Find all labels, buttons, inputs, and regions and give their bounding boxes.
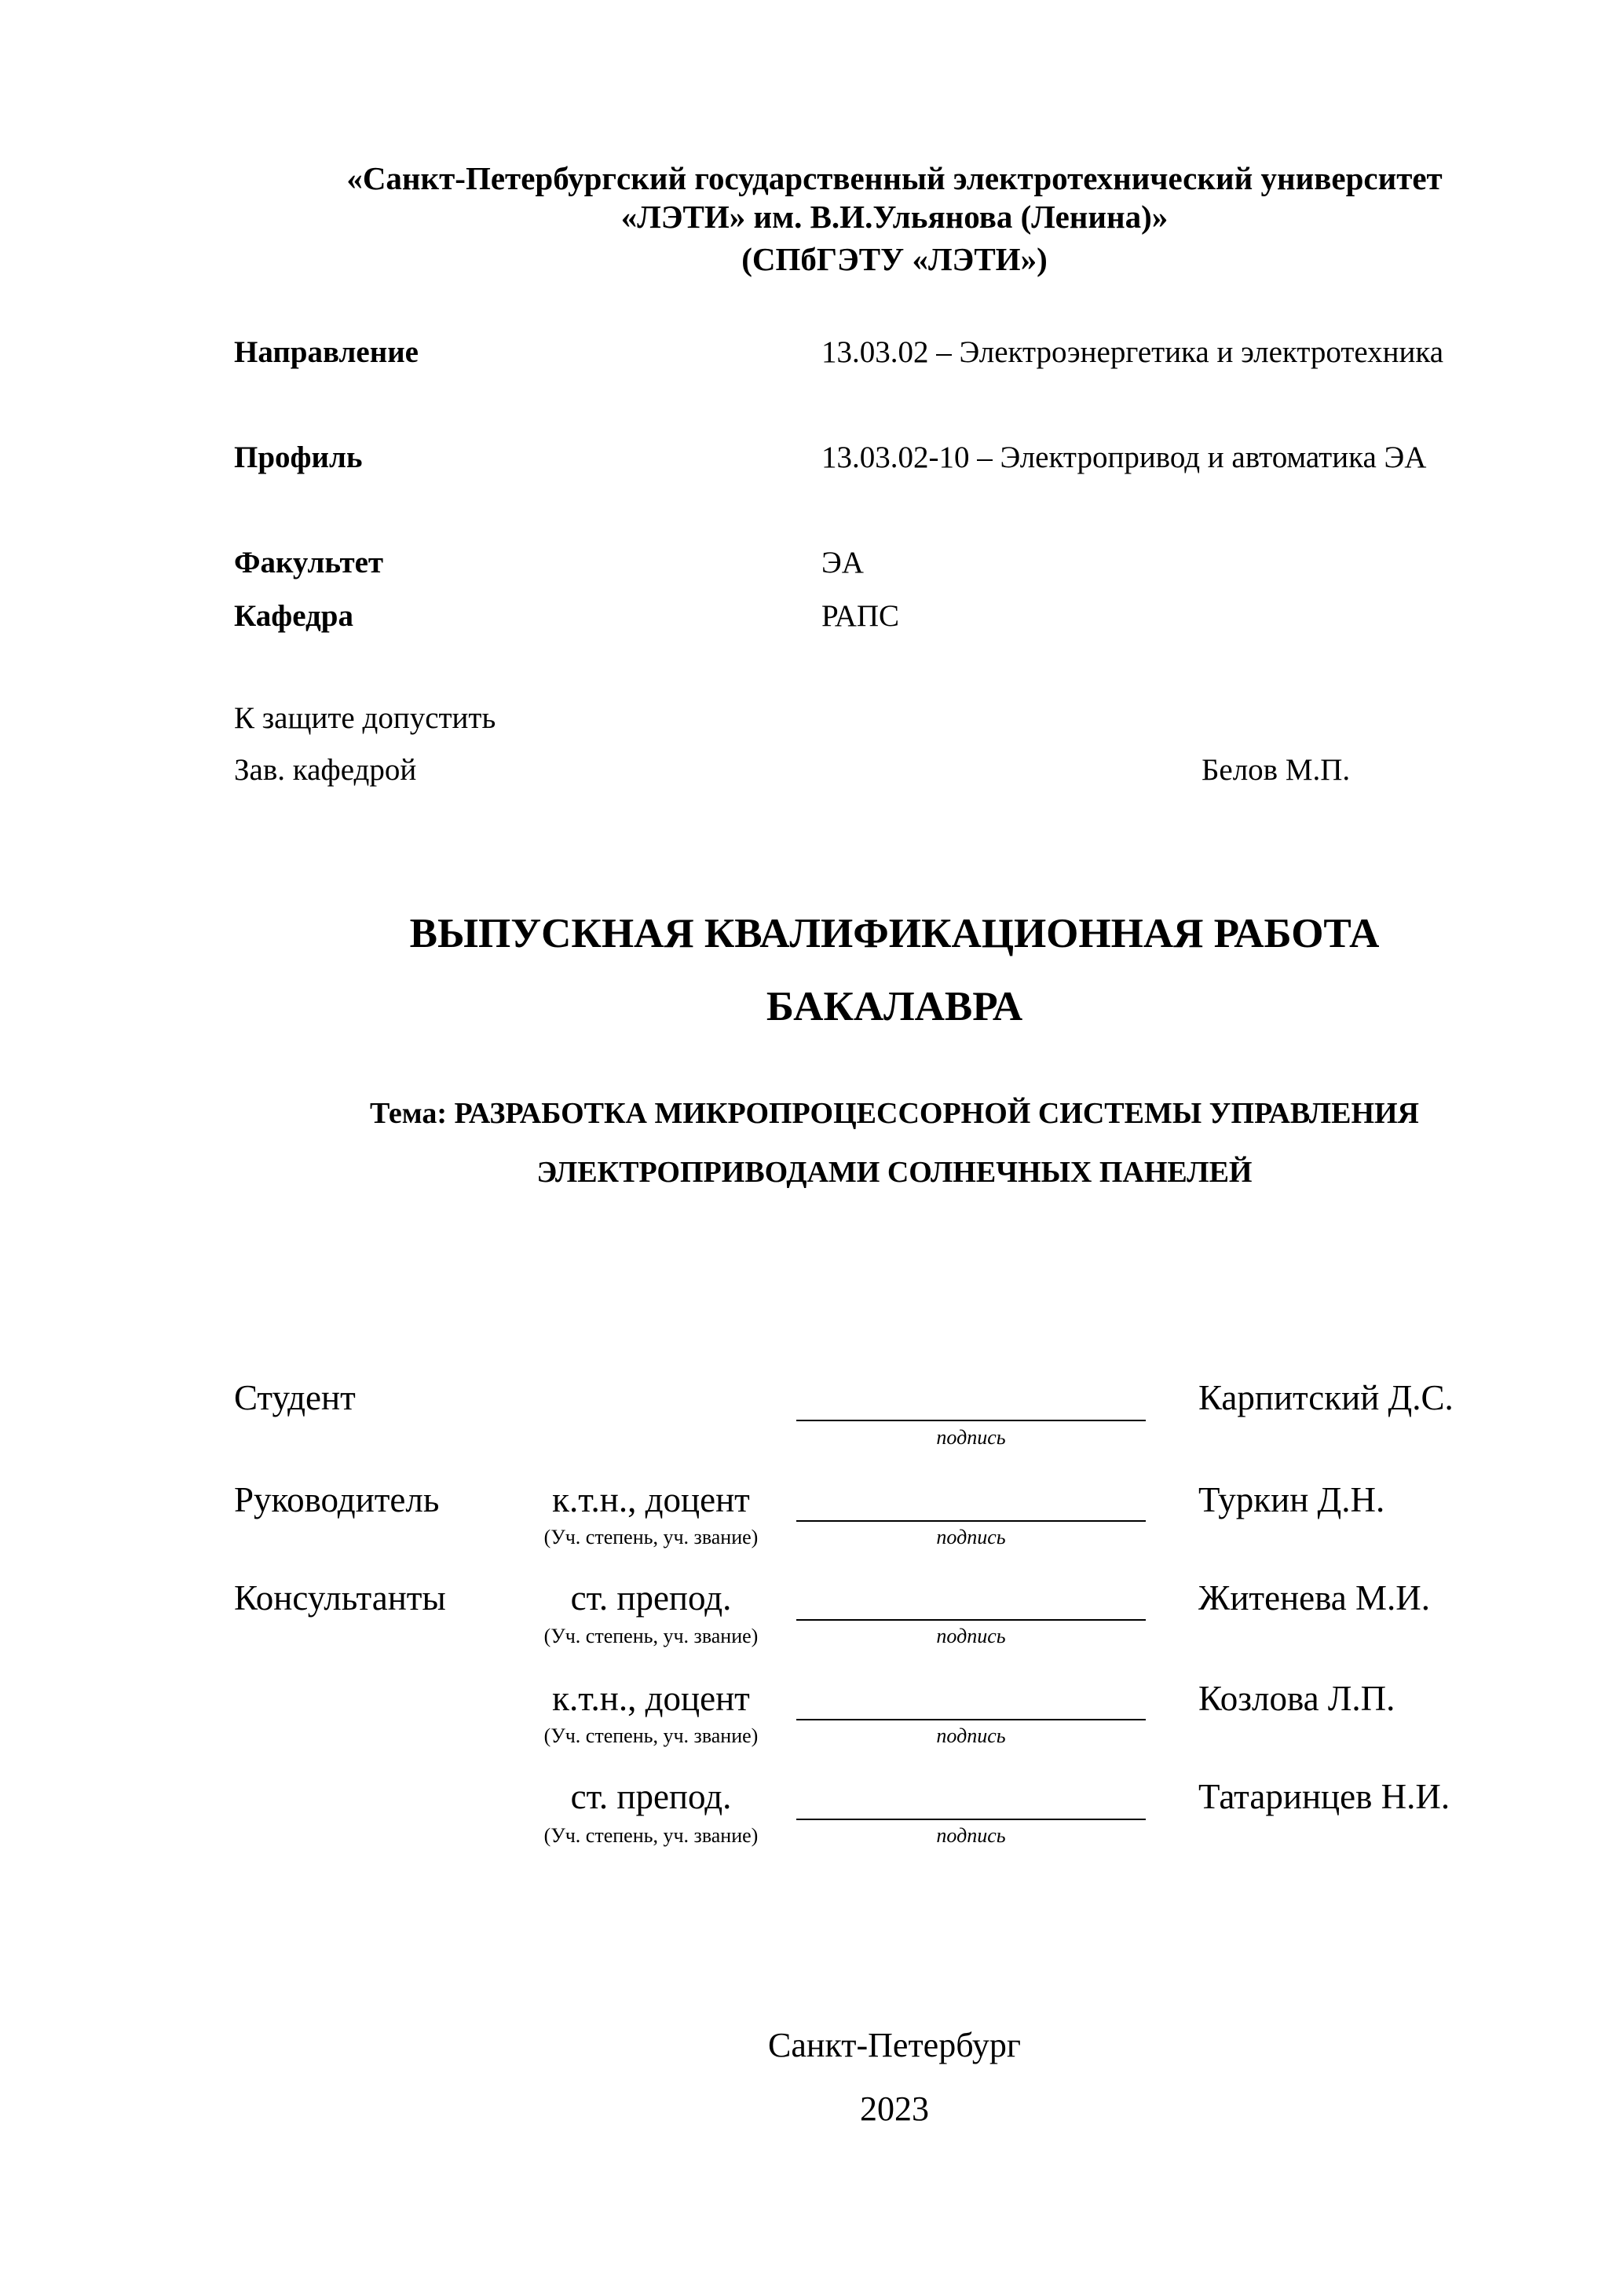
topic-text-1: РАЗРАБОТКА МИКРОПРОЦЕССОРНОЙ СИСТЕМЫ УПРАВЛЕНИЯ bbox=[454, 1097, 1420, 1130]
signature-line[interactable] bbox=[796, 1719, 1146, 1720]
signatory-name: Татаринцев Н.И. bbox=[1198, 1777, 1450, 1816]
header-line-1: «Санкт-Петербургский государственный электротехнический университет bbox=[346, 160, 1443, 196]
title-line-1: ВЫПУСКНАЯ КВАЛИФИКАЦИОННАЯ РАБОТА bbox=[409, 911, 1380, 956]
footer-city: Санкт-Петербург bbox=[768, 2026, 1021, 2064]
degree-caption: (Уч. степень, уч. звание) bbox=[543, 1724, 759, 1747]
signature-caption: подпись bbox=[936, 1426, 1006, 1449]
signature-line[interactable] bbox=[796, 1420, 1146, 1421]
signatory-degree: к.т.н., доцент bbox=[552, 1480, 750, 1519]
signatory-degree: ст. препод. bbox=[570, 1578, 732, 1618]
header-line-2: «ЛЭТИ» им. В.И.Ульянова (Ленина)» bbox=[620, 199, 1169, 235]
field-label-faculty: Факультет bbox=[234, 546, 384, 579]
topic-prefix: Тема: bbox=[369, 1097, 455, 1130]
field-value-department: РАПС bbox=[821, 599, 900, 633]
signatory-role: Студент bbox=[234, 1378, 356, 1417]
topic-line-2: ЭЛЕКТРОПРИВОДАМИ СОЛНЕЧНЫХ ПАНЕЛЕЙ bbox=[536, 1156, 1253, 1189]
signature-caption: подпись bbox=[936, 1824, 1006, 1847]
degree-caption: (Уч. степень, уч. звание) bbox=[543, 1824, 759, 1847]
topic-line-1 bbox=[234, 1099, 1555, 1128]
signature-line[interactable] bbox=[796, 1819, 1146, 1820]
signature-caption: подпись bbox=[936, 1724, 1006, 1747]
approval-role: Зав. кафедрой bbox=[234, 753, 417, 787]
degree-caption: (Уч. степень, уч. звание) bbox=[543, 1625, 759, 1647]
approval-text: К защите допустить bbox=[234, 701, 496, 735]
field-value-profile: 13.03.02-10 – Электропривод и автоматика ЭА bbox=[821, 441, 1427, 474]
degree-caption: (Уч. степень, уч. звание) bbox=[543, 1526, 759, 1548]
title-line-2: БАКАЛАВРА bbox=[766, 984, 1023, 1029]
signature-line[interactable] bbox=[796, 1619, 1146, 1621]
signatory-degree: к.т.н., доцент bbox=[552, 1679, 750, 1718]
signature-line[interactable] bbox=[796, 1520, 1146, 1522]
footer-year: 2023 bbox=[860, 2089, 929, 2128]
field-value-faculty: ЭА bbox=[821, 546, 864, 579]
signature-caption: подпись bbox=[936, 1625, 1006, 1647]
field-label-direction: Направление bbox=[234, 335, 419, 369]
field-label-profile: Профиль bbox=[234, 441, 363, 474]
signatory-name: Карпитский Д.С. bbox=[1198, 1378, 1454, 1417]
signatory-name: Житенева М.И. bbox=[1198, 1578, 1430, 1618]
header-line-3: (СПбГЭТУ «ЛЭТИ») bbox=[741, 241, 1048, 277]
approval-name: Белов М.П. bbox=[1202, 753, 1351, 787]
field-label-department: Кафедра bbox=[234, 599, 353, 633]
signatory-name: Козлова Л.П. bbox=[1198, 1679, 1395, 1718]
signatory-role: Руководитель bbox=[234, 1480, 440, 1519]
signatory-role: Консультанты bbox=[234, 1578, 446, 1618]
signatory-name: Туркин Д.Н. bbox=[1198, 1480, 1385, 1519]
signatory-degree: ст. препод. bbox=[570, 1777, 732, 1816]
field-value-direction: 13.03.02 – Электроэнергетика и электротехника bbox=[821, 335, 1444, 369]
signature-caption: подпись bbox=[936, 1526, 1006, 1548]
